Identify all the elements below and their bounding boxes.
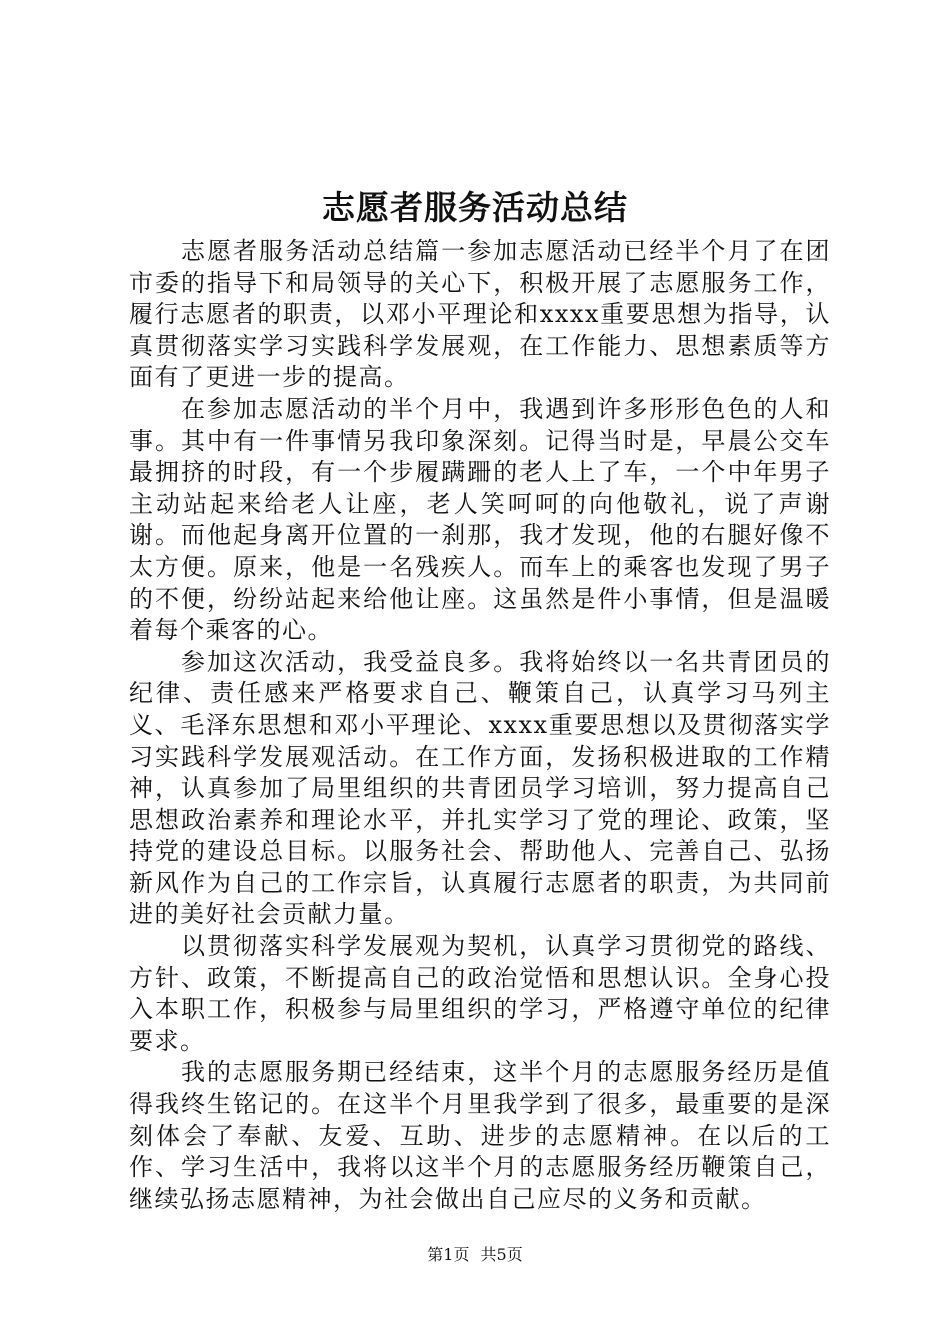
paragraph-3: 参加这次活动，我受益良多。我将始终以一名共青团员的纪律、责任感来严格要求自己、鞭策自己，认真学习马列主义、毛泽东思想和邓小平理论、xxxx重要思想以及贯彻落实学习实践科学发展观活动。在工作方面，发扬积极进取的工作精神，认真参加了局里组织的共青团员学习培训，努力提高自己思想政治素养和理论水平，并扎实学习了党的理论、政策，坚持党的建设总目标。以服务社会、帮助他人、完善自己、弘扬新风作为自己的工作宗旨，认真履行志愿者的职责，为共同前进的美好社会贡献力量。	[129, 647, 831, 929]
document-title: 志愿者服务活动总结	[322, 188, 628, 227]
paragraph-5: 我的志愿服务期已经结束，这半个月的志愿服务经历是值得我终生铭记的。在这半个月里我学到了很多，最重要的是深刻体会了奉献、友爱、互助、进步的志愿精神。在以后的工作、学习生活中，我将以这半个月的志愿服务经历鞭策自己，继续弘扬志愿精神，为社会做出自己应尽的义务和贡献。	[129, 1058, 831, 1213]
paragraph-1: 志愿者服务活动总结篇一参加志愿活动已经半个月了在团市委的指导下和局领导的关心下，积极开展了志愿服务工作，履行志愿者的职责，以邓小平理论和xxxx重要思想为指导，认真贯彻落实学习实践科学发展观，在工作能力、思想素质等方面有了更进一步的提高。	[129, 237, 831, 392]
page-footer	[0, 1244, 950, 1266]
paragraph-4: 以贯彻落实科学发展观为契机，认真学习贯彻党的路线、方针、政策，不断提高自己的政治觉悟和思想认识。全身心投入本职工作，积极参与局里组织的学习，严格遵守单位的纪律要求。	[129, 932, 831, 1055]
page-total: 共5页	[480, 1245, 523, 1264]
document-body	[129, 236, 831, 1215]
paragraph-2: 在参加志愿活动的半个月中，我遇到许多形形色色的人和事。其中有一件事情另我印象深刻。记得当时是，早晨公交车最拥挤的时段，有一个步履蹒跚的老人上了车，一个中年男子主动站起来给老人让座，老人笑呵呵的向他敬礼，说了声谢谢。而他起身离开位置的一刹那，我才发现，他的右腿好像不太方便。原来，他是一名残疾人。而车上的乘客也发现了男子的不便，纷纷站起来给他让座。这虽然是件小事情，但是温暖着每个乘客的心。	[129, 394, 831, 645]
page-number: 第1页	[427, 1245, 470, 1264]
